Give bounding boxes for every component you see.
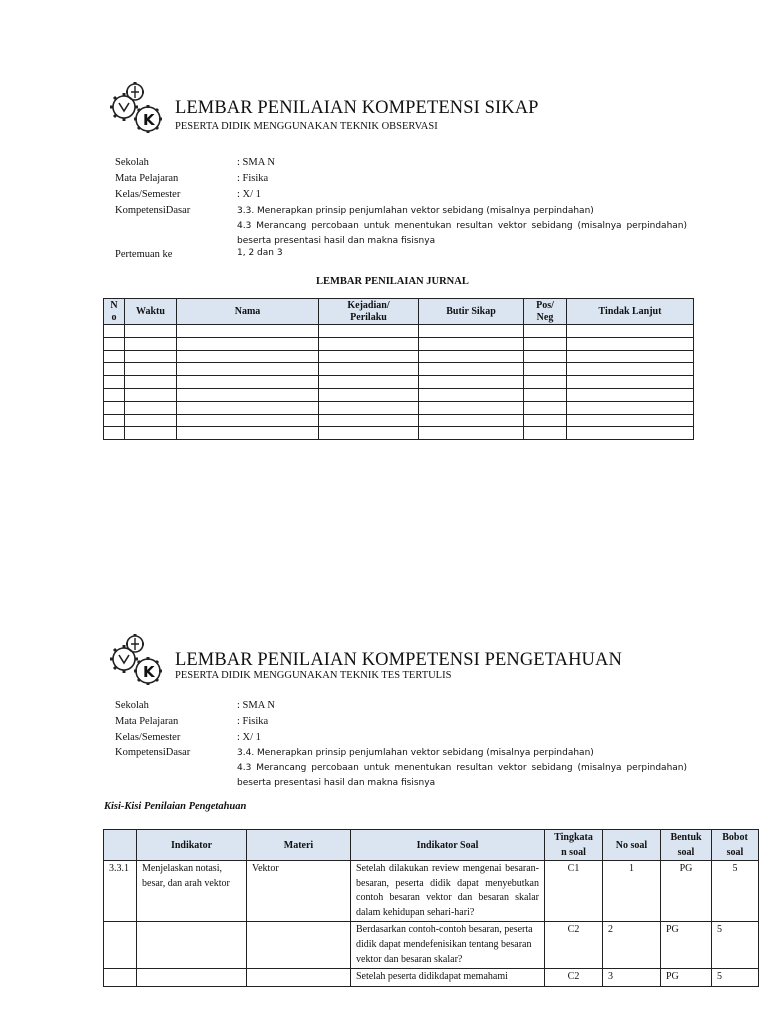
table-row [104, 427, 694, 440]
col-indikator: Indikator [137, 830, 247, 861]
table-row [104, 414, 694, 427]
kelas-label-2: Kelas/Semester [115, 732, 181, 743]
row-indikator [137, 969, 247, 987]
col-no: N o [104, 299, 125, 325]
logo-letter: K [143, 111, 155, 129]
pertemuan-value: 1, 2 dan 3 [237, 248, 283, 258]
kd-item-1: 3.3. Menerapkan prinsip penjumlahan vektor sebidang (misalnya perpindahan) [237, 206, 594, 216]
sekolah-value-2: : SMA N [237, 700, 275, 711]
page-title-2: LEMBAR PENILAIAN KOMPETENSI PENGETAHUAN [175, 650, 622, 670]
table-row [104, 363, 694, 376]
sekolah-value: : SMA N [237, 157, 275, 168]
col-no-soal: No soal [603, 830, 661, 861]
col-indikator-soal: Indikator Soal [351, 830, 545, 861]
kisi-header-row [104, 830, 759, 861]
row-bobot: 5 [712, 922, 759, 969]
table-row [104, 401, 694, 414]
mapel-value: : Fisika [237, 173, 269, 184]
table-row [104, 969, 759, 987]
sekolah-label-2: Sekolah [115, 700, 149, 711]
sekolah-label: Sekolah [115, 157, 149, 168]
row-soal: Setelah dilakukan review mengenai besaran-besaran, peserta didik dapat menyebutkan contoh besaran vektor dan besaran skalar dalam kehidupan sehari-hari? [351, 861, 545, 922]
row-bobot: 5 [712, 861, 759, 922]
col-tindak-lanjut: Tindak Lanjut [567, 299, 694, 325]
kelas-value: : X/ 1 [237, 189, 261, 200]
kd-label-2: KompetensiDasar [115, 747, 191, 758]
row-indikator [137, 922, 247, 969]
pertemuan-label: Pertemuan ke [115, 249, 173, 260]
row-tingkat: C2 [545, 922, 603, 969]
col-code [104, 830, 137, 861]
row-materi [247, 969, 351, 987]
page-title: LEMBAR PENILAIAN KOMPETENSI SIKAP [175, 98, 539, 118]
col-butir-sikap: Butir Sikap [419, 299, 524, 325]
kelas-label: Kelas/Semester [115, 189, 181, 200]
mapel-label-2: Mata Pelajaran [115, 716, 179, 727]
col-materi: Materi [247, 830, 351, 861]
row-bentuk: PG [661, 969, 712, 987]
jurnal-header-row [104, 299, 694, 325]
school-logo-2 [104, 632, 166, 686]
page-subtitle-2: PESERTA DIDIK MENGGUNAKAN TEKNIK TES TERTULIS [175, 670, 452, 681]
row-no: 3 [603, 969, 661, 987]
row-code [104, 969, 137, 987]
kisi-table [103, 829, 759, 987]
row-soal: Berdasarkan contoh-contoh besaran, peserta didik dapat mendefenisikan tentang besaran vektor dan besaran skalar? [351, 922, 545, 969]
page-subtitle: PESERTA DIDIK MENGGUNAKAN TEKNIK OBSERVASI [175, 121, 438, 132]
jurnal-table [103, 298, 694, 440]
table-row [104, 337, 694, 350]
row-indikator: Menjelaskan notasi, besar, dan arah vektor [137, 861, 247, 922]
mapel-label: Mata Pelajaran [115, 173, 179, 184]
row-materi [247, 922, 351, 969]
kd-item-2-2: 4.3 Merancang percobaan untuk menentukan resultan vektor sebidang (misalnya perpindahan) beserta presentasi hasil dan makna fisisnya [237, 763, 687, 788]
row-no: 1 [603, 861, 661, 922]
school-logo [104, 80, 166, 134]
table-row [104, 861, 759, 922]
row-soal: Setelah peserta didikdapat memahami [351, 969, 545, 987]
col-nama: Nama [177, 299, 319, 325]
table-row [104, 325, 694, 338]
jurnal-heading: LEMBAR PENILAIAN JURNAL [316, 276, 469, 287]
col-tingkatan: Tingkata n soal [545, 830, 603, 861]
kd-item-1-2: 3.4. Menerapkan prinsip penjumlahan vektor sebidang (misalnya perpindahan) [237, 748, 594, 758]
row-bentuk: PG [661, 861, 712, 922]
row-tingkat: C1 [545, 861, 603, 922]
col-bentuk: Bentuk soal [661, 830, 712, 861]
row-bentuk: PG [661, 922, 712, 969]
mapel-value-2: : Fisika [237, 716, 269, 727]
row-tingkat: C2 [545, 969, 603, 987]
row-no: 2 [603, 922, 661, 969]
table-row [104, 922, 759, 969]
row-code: 3.3.1 [104, 861, 137, 922]
row-bobot: 5 [712, 969, 759, 987]
col-kejadian: Kejadian/ Perilaku [319, 299, 419, 325]
kd-item-2: 4.3 Merancang percobaan untuk menentukan resultan vektor sebidang (misalnya perpindahan) beserta presentasi hasil dan makna fisisnya [237, 221, 687, 246]
table-row [104, 388, 694, 401]
kd-label: KompetensiDasar [115, 205, 191, 216]
col-waktu: Waktu [125, 299, 177, 325]
logo-letter-2: K [143, 663, 155, 681]
row-code [104, 922, 137, 969]
table-row [104, 376, 694, 389]
col-bobot: Bobot soal [712, 830, 759, 861]
kisi-heading: Kisi-Kisi Penilaian Pengetahuan [104, 801, 247, 812]
col-pos-neg: Pos/ Neg [524, 299, 567, 325]
row-materi: Vektor [247, 861, 351, 922]
table-row [104, 350, 694, 363]
kelas-value-2: : X/ 1 [237, 732, 261, 743]
